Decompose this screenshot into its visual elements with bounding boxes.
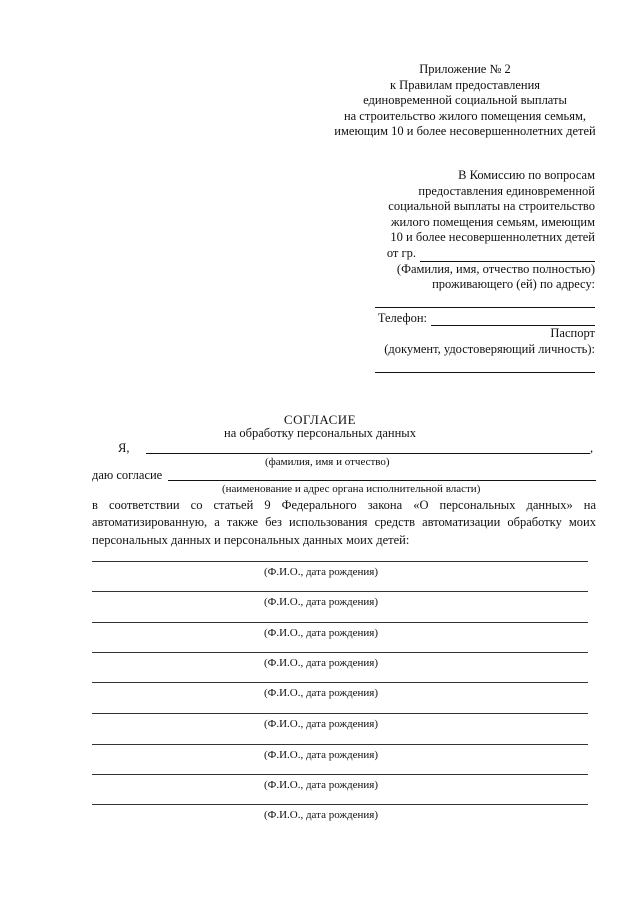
child-entry-line[interactable] [92,561,588,562]
child-entry-caption: (Ф.И.О., дата рождения) [263,687,379,699]
child-entry-caption: (Ф.И.О., дата рождения) [263,718,379,730]
give-consent-label: даю согласие [92,468,163,482]
name-hint: (фамилия, имя и отчество) [265,456,390,468]
consenter-name-field[interactable] [146,453,590,454]
addressee-line: жилого помещения семьям, имеющим [390,214,595,229]
annex-line: к Правилам предоставления [389,77,541,92]
annex-line: единовременной социальной выплаты [363,93,567,107]
from-label: от гр. [386,245,416,260]
phone-row [360,311,595,327]
addressee-line: В Комиссию по вопросам [458,168,595,182]
consent-body-text: в соответствии со статьей 9 Федерального закона «О персональных данных» на автоматизированную, а также без использования средств автоматизации обработку моих персональных данных и персональных данных моих детей: [92,498,596,547]
child-entry-line[interactable] [92,744,588,745]
passport-label: Паспорт [550,326,595,341]
child-entry-line[interactable] [92,774,588,775]
i-label: Я, [118,441,130,455]
addressee-line: 10 и более несовершеннолетних детей [390,230,595,245]
address-field[interactable] [375,293,595,308]
child-entry-line[interactable] [92,682,588,683]
annex-line: на строительство жилого помещения семьям, [343,108,587,123]
child-entry-caption: (Ф.И.О., дата рождения) [263,749,379,761]
comma: , [590,441,594,455]
consent-subtitle: на обработку персональных данных [224,426,416,440]
addressee-block [360,168,595,373]
child-entry-line[interactable] [92,591,588,592]
addressee-line: предоставления единовременной [418,183,595,198]
from-row [360,246,595,262]
child-entry-caption: (Ф.И.О., дата рождения) [263,779,379,791]
child-entry-line[interactable] [92,713,588,714]
annex-line: Приложение № 2 [419,62,511,76]
child-entry-line[interactable] [92,652,588,653]
applicant-name-field[interactable] [420,249,595,262]
child-entry-caption: (Ф.И.О., дата рождения) [263,657,379,669]
document-hint: (документ, удостоверяющий личность): [384,341,595,356]
annex-header [300,62,630,140]
residing-label: проживающего (ей) по адресу: [432,277,595,292]
phone-label: Телефон: [377,310,427,325]
child-entry-line[interactable] [92,622,588,623]
child-entry-line[interactable] [92,804,588,805]
child-entry-caption: (Ф.И.О., дата рождения) [263,809,379,821]
authority-field[interactable] [168,480,596,481]
phone-field[interactable] [431,313,595,326]
child-entry-caption: (Ф.И.О., дата рождения) [263,627,379,639]
addressee-line: социальной выплаты на строительство [388,199,595,214]
child-entry-caption: (Ф.И.О., дата рождения) [263,566,379,578]
fio-hint: (Фамилия, имя, отчество полностью) [396,261,595,276]
authority-hint: (наименование и адрес органа исполнительной власти) [222,483,481,495]
consent-title: СОГЛАСИЕ [283,412,357,427]
child-entry-caption: (Ф.И.О., дата рождения) [263,596,379,608]
annex-line: имеющим 10 и более несовершеннолетних детей [334,124,596,138]
document-field[interactable] [375,358,595,373]
